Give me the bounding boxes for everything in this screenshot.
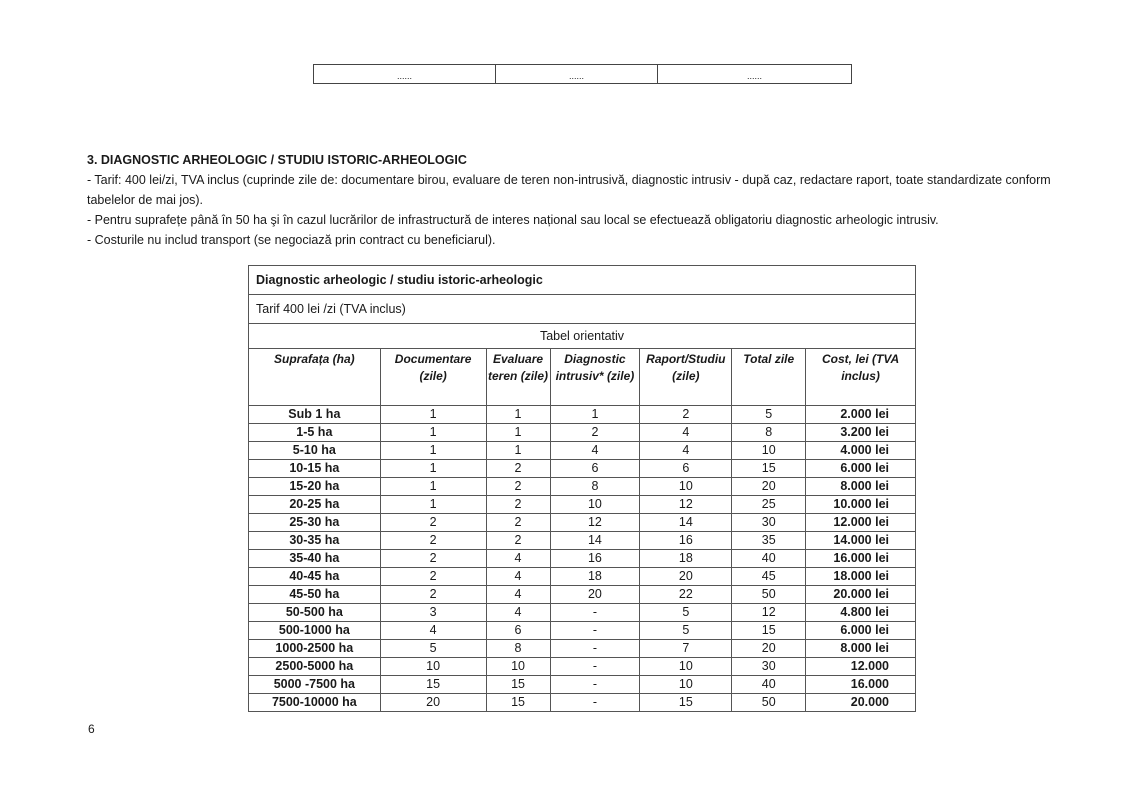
- table-cell: 14: [640, 514, 732, 532]
- table-cell: 18.000 lei: [806, 568, 916, 586]
- table-cell: 2: [380, 568, 486, 586]
- table-cell: 500-1000 ha: [249, 622, 381, 640]
- table-cell: 6: [550, 460, 640, 478]
- table-cell: 2: [486, 478, 550, 496]
- column-header: Total zile: [732, 349, 806, 406]
- table-cell: 45-50 ha: [249, 586, 381, 604]
- table-cell: 18: [550, 568, 640, 586]
- table-cell: 25-30 ha: [249, 514, 381, 532]
- table-body: [249, 406, 916, 712]
- table-cell: 12: [640, 496, 732, 514]
- table-cell: 4: [640, 442, 732, 460]
- diagnostic-table: [248, 265, 916, 712]
- table-cell: 35: [732, 532, 806, 550]
- table-cell: 25: [732, 496, 806, 514]
- table-cell: 7500-10000 ha: [249, 694, 381, 712]
- table-cell: 15: [732, 460, 806, 478]
- column-header: Diagnostic intrusiv* (zile): [550, 349, 640, 406]
- table-cell: 10: [640, 478, 732, 496]
- table-cell: 1: [380, 496, 486, 514]
- table-row: [249, 496, 916, 514]
- table-row: [249, 478, 916, 496]
- table-cell: 12.000: [806, 658, 916, 676]
- table-cell: 16: [640, 532, 732, 550]
- table-cell: 1: [380, 460, 486, 478]
- table-cell: 2.000 lei: [806, 406, 916, 424]
- column-header: Evaluare teren (zile): [486, 349, 550, 406]
- table-cell: 2: [486, 496, 550, 514]
- table-cell: 4.800 lei: [806, 604, 916, 622]
- table-cell: 10: [640, 658, 732, 676]
- top-table-cell: ......: [314, 65, 496, 83]
- table-cell: 2: [380, 550, 486, 568]
- table-cell: 40-45 ha: [249, 568, 381, 586]
- table-cell: 1: [380, 424, 486, 442]
- table-cell: 10: [380, 658, 486, 676]
- table-cell: 30: [732, 514, 806, 532]
- table-row: [249, 640, 916, 658]
- table-cell: 10: [550, 496, 640, 514]
- table-cell: 10.000 lei: [806, 496, 916, 514]
- top-table-cell: ......: [496, 65, 658, 83]
- table-cell: 4: [380, 622, 486, 640]
- table-cell: 20-25 ha: [249, 496, 381, 514]
- table-cell: -: [550, 622, 640, 640]
- table-row: [249, 532, 916, 550]
- table-cell: 5: [640, 622, 732, 640]
- table-cell: 6: [486, 622, 550, 640]
- table-cell: 4: [550, 442, 640, 460]
- table-cell: 2: [380, 514, 486, 532]
- table-cell: 30-35 ha: [249, 532, 381, 550]
- table-cell: 2: [486, 460, 550, 478]
- table-cell: 35-40 ha: [249, 550, 381, 568]
- section-heading: 3. DIAGNOSTIC ARHEOLOGIC / STUDIU ISTORIC-ARHEOLOGIC: [87, 153, 467, 167]
- table-cell: 5: [640, 604, 732, 622]
- table-cell: -: [550, 694, 640, 712]
- column-header: Cost, lei (TVA inclus): [806, 349, 916, 406]
- table-cell: 1000-2500 ha: [249, 640, 381, 658]
- table-row: [249, 586, 916, 604]
- table-cell: 1-5 ha: [249, 424, 381, 442]
- table-cell: 20: [550, 586, 640, 604]
- table-cell: 10: [486, 658, 550, 676]
- table-row: [249, 424, 916, 442]
- top-partial-table: [313, 64, 852, 84]
- table-row: [249, 550, 916, 568]
- table-cell: 16.000: [806, 676, 916, 694]
- table-cell: 4: [640, 424, 732, 442]
- table-cell: 4: [486, 568, 550, 586]
- table-cell: 1: [486, 424, 550, 442]
- table-cell: -: [550, 658, 640, 676]
- table-cell: 16.000 lei: [806, 550, 916, 568]
- column-header: Suprafața (ha): [249, 349, 381, 406]
- table-cell: 8: [550, 478, 640, 496]
- table-tarif: Tarif 400 lei /zi (TVA inclus): [249, 295, 916, 324]
- table-cell: 45: [732, 568, 806, 586]
- table-cell: 6.000 lei: [806, 460, 916, 478]
- table-cell: 4: [486, 604, 550, 622]
- table-row: [249, 406, 916, 424]
- table-cell: 20: [380, 694, 486, 712]
- table-cell: 15: [486, 676, 550, 694]
- table-cell: 2: [380, 532, 486, 550]
- table-cell: 1: [380, 406, 486, 424]
- page-number: 6: [88, 722, 95, 736]
- table-cell: 4.000 lei: [806, 442, 916, 460]
- table-row: [249, 622, 916, 640]
- table-cell: 20: [732, 478, 806, 496]
- table-cell: 5-10 ha: [249, 442, 381, 460]
- table-row: [249, 658, 916, 676]
- table-cell: 14.000 lei: [806, 532, 916, 550]
- table-cell: 4: [486, 550, 550, 568]
- table-cell: 2: [486, 532, 550, 550]
- table-cell: 22: [640, 586, 732, 604]
- table-cell: 12: [732, 604, 806, 622]
- table-cell: 14: [550, 532, 640, 550]
- table-cell: 18: [640, 550, 732, 568]
- table-cell: Sub 1 ha: [249, 406, 381, 424]
- table-cell: 3.200 lei: [806, 424, 916, 442]
- table-cell: 15-20 ha: [249, 478, 381, 496]
- table-cell: 50: [732, 586, 806, 604]
- column-header: Raport/Studiu (zile): [640, 349, 732, 406]
- table-cell: 10: [732, 442, 806, 460]
- table-cell: 50: [732, 694, 806, 712]
- table-cell: 5: [380, 640, 486, 658]
- table-cell: 50-500 ha: [249, 604, 381, 622]
- table-cell: 12: [550, 514, 640, 532]
- table-cell: 2: [380, 586, 486, 604]
- table-cell: 3: [380, 604, 486, 622]
- table-cell: 5: [732, 406, 806, 424]
- table-title: Diagnostic arheologic / studiu istoric-arheologic: [249, 266, 916, 295]
- column-header: Documentare (zile): [380, 349, 486, 406]
- table-cell: 20: [640, 568, 732, 586]
- table-cell: 4: [486, 586, 550, 604]
- table-cell: 12.000 lei: [806, 514, 916, 532]
- section-line: - Tarif: 400 lei/zi, TVA inclus (cuprinde zile de: documentare birou, evaluare de teren non-intrusivă, diagnostic intrusiv - după caz, redactare raport, toate standardizate conform tabelelor de mai jos).: [87, 173, 1051, 207]
- table-cell: 20: [732, 640, 806, 658]
- table-cell: 20.000 lei: [806, 586, 916, 604]
- table-cell: 8: [486, 640, 550, 658]
- table-cell: 7: [640, 640, 732, 658]
- table-cell: 2: [640, 406, 732, 424]
- table-cell: 15: [640, 694, 732, 712]
- table-row: [249, 442, 916, 460]
- table-cell: 1: [550, 406, 640, 424]
- table-cell: 10-15 ha: [249, 460, 381, 478]
- table-cell: 10: [640, 676, 732, 694]
- table-cell: 2500-5000 ha: [249, 658, 381, 676]
- section-line: - Pentru suprafețe până în 50 ha şi în cazul lucrărilor de infrastructură de interes național sau local se efectuează obligatoriu diagnostic arheologic intrusiv.: [87, 213, 939, 227]
- table-cell: 16: [550, 550, 640, 568]
- table-cell: 40: [732, 550, 806, 568]
- table-cell: 15: [486, 694, 550, 712]
- table-cell: 8: [732, 424, 806, 442]
- table-cell: 1: [486, 406, 550, 424]
- table-cell: 2: [486, 514, 550, 532]
- section-diagnostic: [87, 150, 1087, 250]
- table-row: [249, 604, 916, 622]
- table-cell: 8.000 lei: [806, 478, 916, 496]
- table-cell: 20.000: [806, 694, 916, 712]
- table-subtitle: Tabel orientativ: [249, 324, 916, 349]
- table-cell: 15: [380, 676, 486, 694]
- table-row: [249, 460, 916, 478]
- table-cell: 6.000 lei: [806, 622, 916, 640]
- top-table-cell: ......: [746, 71, 762, 81]
- table-cell: -: [550, 640, 640, 658]
- table-cell: 5000 -7500 ha: [249, 676, 381, 694]
- table-row: [249, 568, 916, 586]
- table-row: [249, 694, 916, 712]
- table-cell: 30: [732, 658, 806, 676]
- table-cell: 8.000 lei: [806, 640, 916, 658]
- table-row: [249, 514, 916, 532]
- table-cell: 40: [732, 676, 806, 694]
- table-cell: 1: [486, 442, 550, 460]
- table-cell: 1: [380, 478, 486, 496]
- table-cell: 1: [380, 442, 486, 460]
- table-row: [249, 676, 916, 694]
- table-cell: -: [550, 604, 640, 622]
- table-cell: 2: [550, 424, 640, 442]
- table-cell: -: [550, 676, 640, 694]
- section-line: - Costurile nu includ transport (se negociază prin contract cu beneficiarul).: [87, 233, 496, 247]
- table-cell: 6: [640, 460, 732, 478]
- table-cell: 15: [732, 622, 806, 640]
